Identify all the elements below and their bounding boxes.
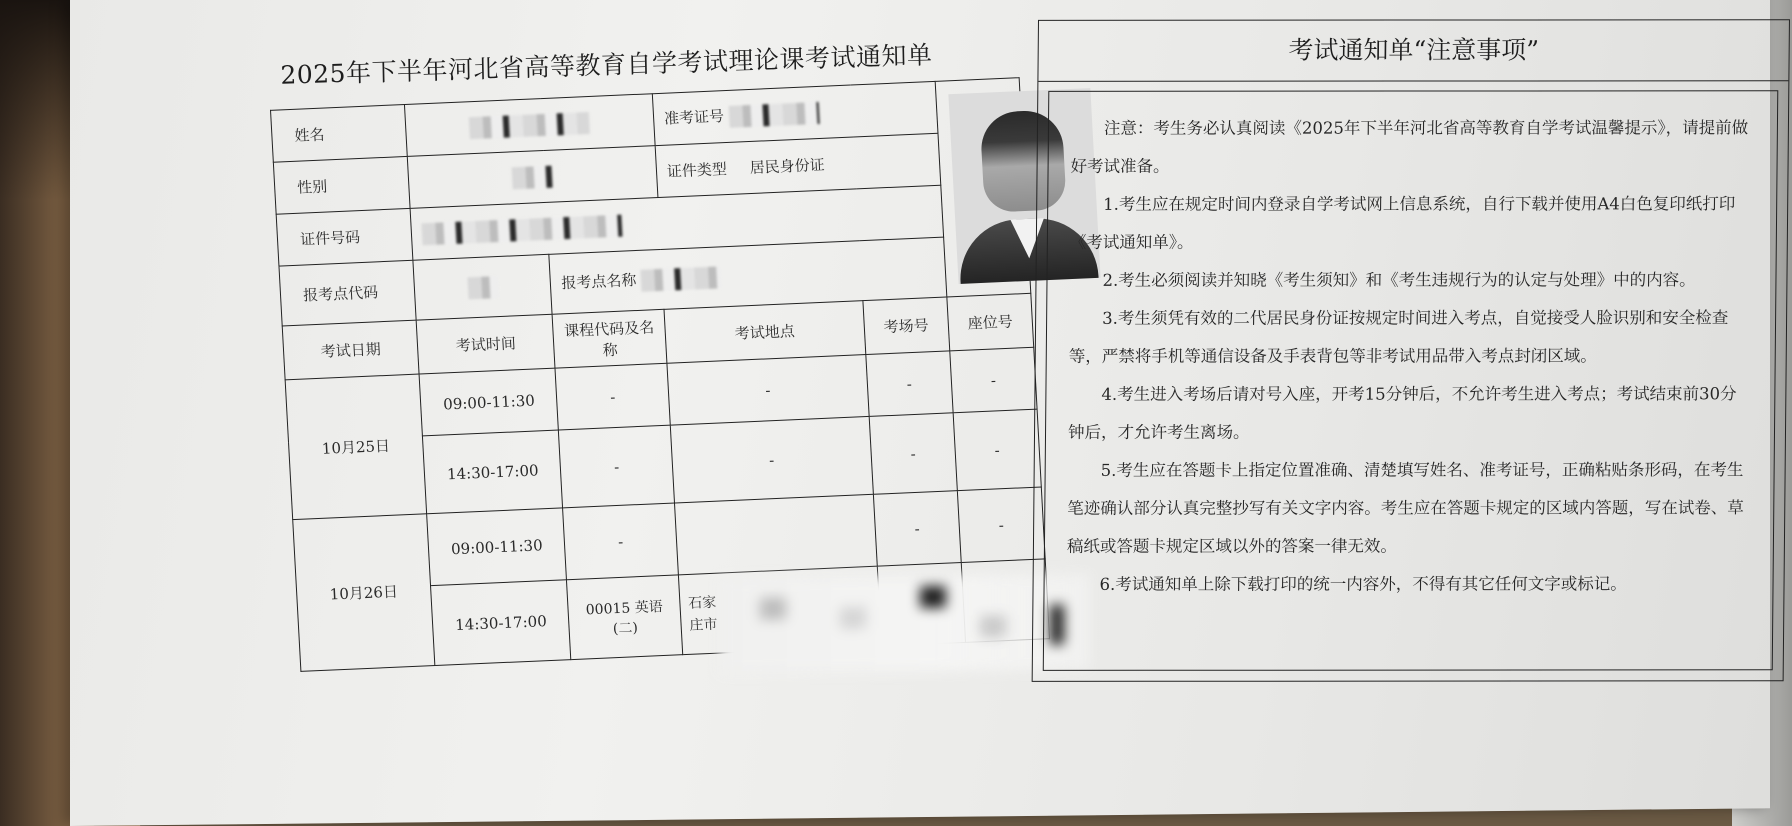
time-cell: 14:30-17:00 — [431, 580, 572, 666]
place-cell: - — [670, 416, 873, 503]
header-time: 考试时间 — [416, 314, 555, 374]
notice-item: 4.考生进入考场后请对号入座，开考15分钟后，不允许考生进入考点；考试结束前30分钟后，才允许考生离场。 — [1067, 384, 1737, 442]
center-code-label: 报考点代码 — [279, 260, 416, 326]
notice-item: 1.考生应在规定时间内登录自学考试网上信息系统，自行下载并使用A4白色复印纸打印《考试通知单》。 — [1069, 194, 1736, 252]
id-type-label: 证件类型 — [666, 160, 728, 181]
notice-box — [1032, 19, 1790, 682]
place-cell — [674, 494, 877, 575]
notice-item: 2.考生必须阅读并知晓《考生须知》和《考生违规行为的认定与处理》中的内容。 — [1102, 270, 1696, 290]
place-cell: - — [667, 355, 869, 426]
time-cell: 09:00-11:30 — [419, 368, 559, 436]
gender-label: 性别 — [273, 156, 410, 214]
course-cell: - — [555, 363, 670, 430]
redacted-center-name — [641, 266, 722, 291]
document-title: 2025年下半年河北省高等教育自学考试理论课考试通知单 — [280, 40, 933, 90]
id-type-value: 居民身份证 — [749, 155, 826, 177]
time-cell: 09:00-11:30 — [427, 508, 567, 586]
header-course: 课程代码及名称 — [553, 309, 667, 368]
place-text: 石家庄市 — [687, 594, 718, 634]
date-cell-2: 10月26日 — [293, 514, 435, 672]
notice-item: 3.考生须凭有效的二代居民身份证按规定时间进入考点，自觉接受人脸识别和安全检查等，严禁将手机等通信设备及手表背包等非考试用品带入考点封闭区域。 — [1068, 308, 1729, 366]
notice-item: 6.考试通知单上除下载打印的统一内容外，不得有其它任何文字或标记。 — [1099, 574, 1627, 594]
photo-cell — [935, 78, 1031, 297]
time-cell: 14:30-17:00 — [423, 430, 564, 514]
header-room: 考场号 — [863, 297, 950, 355]
redacted-center-code — [467, 276, 498, 299]
seat-cell: - — [953, 409, 1041, 491]
room-cell: - — [869, 413, 957, 495]
notice-heading: 考试通知单“注意事项” — [1038, 20, 1789, 82]
exam-notice-paper — [70, 0, 1770, 826]
seat-cell: - — [957, 487, 1045, 563]
name-label: 姓名 — [271, 105, 408, 163]
notice-intro: 注意：考生务必认真阅读《2025年下半年河北省高等教育自学考试温馨提示》，请提前做好考试准备。 — [1070, 118, 1749, 176]
course-cell: 00015 英语(二) — [567, 575, 683, 660]
ticket-label: 准考证号 — [663, 107, 725, 128]
course-cell: - — [559, 425, 675, 508]
header-place: 考试地点 — [664, 301, 866, 364]
redacted-ticket — [728, 102, 819, 128]
date-cell-1: 10月25日 — [285, 374, 427, 520]
notice-body — [1043, 90, 1779, 671]
redacted-name — [469, 111, 590, 138]
center-code-value — [413, 254, 553, 320]
notice-item: 5.考生应在答题卡上指定位置准确、清楚填写姓名、准考证号，正确粘贴条形码，在考生笔迹确认部分认真完整抄写有关文字内容。考生应在答题卡规定的区域内答题，写在试卷、草稿纸或答题卡规定区域以外的答案一律无效。 — [1066, 460, 1744, 556]
header-date: 考试日期 — [282, 320, 419, 380]
header-seat: 座位号 — [947, 293, 1034, 351]
room-cell: - — [866, 351, 953, 417]
center-name-label: 报考点名称 — [560, 271, 637, 293]
room-cell: - — [873, 491, 961, 567]
id-number-label: 证件号码 — [276, 208, 413, 266]
redacted-gender — [512, 165, 553, 189]
seat-cell: - — [950, 347, 1037, 413]
course-cell: - — [563, 503, 678, 580]
redacted-id-number — [421, 214, 622, 245]
